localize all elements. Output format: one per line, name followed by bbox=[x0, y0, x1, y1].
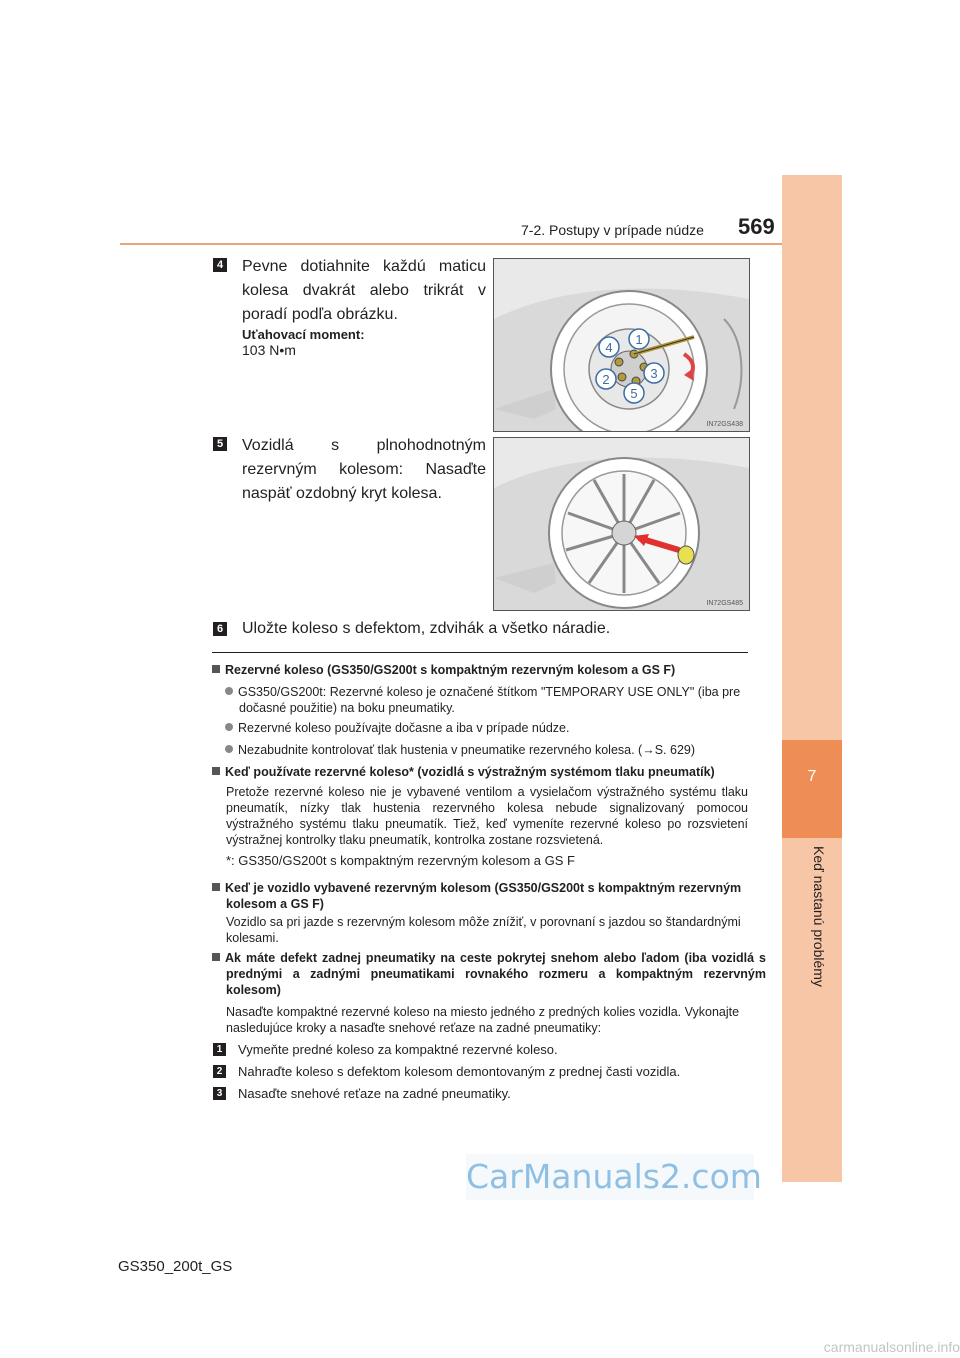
substep-1-text: Vymeňte predné koleso za kompaktné rezervné koleso. bbox=[238, 1042, 558, 1057]
note-2-footnote: *: GS350/GS200t s kompaktným rezervným kolesom a GS F bbox=[226, 853, 575, 868]
square-bullet-icon bbox=[212, 767, 220, 775]
note-3-heading: Keď je vozidlo vybavené rezervným kolesom (GS350/GS200t s kompaktným rezervným kolesom a GS F) bbox=[212, 880, 766, 912]
step-4-badge: 4 bbox=[213, 258, 227, 272]
torque-label: Uťahovací moment: bbox=[242, 327, 365, 342]
nut-label-5: 5 bbox=[630, 386, 638, 401]
watermark-logo bbox=[466, 1154, 762, 1200]
note-4-heading: Ak máte defekt zadnej pneumatiky na ceste pokrytej snehom alebo ľadom (iba vozidlá s prednými a zadnými pneumatikami rovnakého rozmeru a kompaktným rezervným kolesom) bbox=[212, 950, 766, 998]
section-title: 7-2. Postupy v prípade núdze bbox=[521, 222, 704, 238]
chapter-title: Keď nastanú problémy bbox=[811, 846, 827, 987]
step-6-text: Uložte koleso s defektom, zdvihák a všetko náradie. bbox=[242, 620, 611, 637]
substep-2-badge: 2 bbox=[213, 1065, 226, 1078]
substep-3-badge: 3 bbox=[213, 1087, 226, 1100]
round-bullet-icon bbox=[225, 687, 233, 695]
substep-1-badge: 1 bbox=[213, 1043, 226, 1056]
note-2-body: Pretože rezervné koleso nie je vybavené ventilom a vysielačom výstražného systému tlaku pneumatík, nízky tlak hustenia rezervného kolesa nebude signalizovaný pomocou výstražného systému tlaku pneumatík. Tiež, keď vymeníte rezervné koleso po rozsvietení výstražnej kontrolky tlaku pneumatík, kontrolka zostane rozsvietená. bbox=[226, 785, 748, 847]
square-bullet-icon bbox=[212, 883, 220, 891]
wheel-nut-order-illustration bbox=[493, 258, 750, 432]
image-code: IN72GS438 bbox=[706, 421, 743, 428]
wheel-cover-diagram bbox=[494, 438, 749, 610]
page-number: 569 bbox=[738, 214, 775, 239]
substep-3-text: Nasaďte snehové reťaze na zadné pneumatiky. bbox=[238, 1086, 511, 1101]
round-bullet-icon bbox=[225, 745, 233, 753]
chapter-number-box bbox=[782, 740, 842, 838]
nut-label-2: 2 bbox=[602, 372, 610, 387]
wheel-cover-illustration bbox=[493, 437, 750, 611]
nut-label-1: 1 bbox=[635, 332, 643, 347]
note-2-heading: Keď používate rezervné koleso* (vozidlá s výstražným systémom tlaku pneumatík) bbox=[212, 764, 752, 780]
wheel-nut-diagram bbox=[494, 259, 749, 431]
chapter-side-tab bbox=[782, 175, 842, 1182]
step-6-badge: 6 bbox=[213, 622, 227, 636]
note-1-bullet-2: Rezervné koleso používajte dočasne a iba v prípade núdze. bbox=[225, 720, 753, 736]
step-4-text: Pevne dotiahnite každú maticu kolesa dvakrát alebo trikrát v poradí podľa obrázku. bbox=[242, 258, 486, 323]
round-bullet-icon bbox=[225, 723, 233, 731]
section-divider bbox=[212, 652, 748, 653]
square-bullet-icon bbox=[212, 953, 220, 961]
header-rule bbox=[120, 243, 784, 245]
note-4-body: Nasaďte kompaktné rezervné koleso na miesto jedného z predných kolies vozidla. Vykonajte nasledujúce kroky a nasaďte snehové reťaze na zadné pneumatiky: bbox=[226, 1005, 740, 1035]
note-1-bullet-3: Nezabudnite kontrolovať tlak hustenia v pneumatike rezervného kolesa. (→S. 629) bbox=[225, 742, 753, 758]
image-code: IN72GS485 bbox=[706, 600, 743, 607]
step-5-badge: 5 bbox=[213, 437, 227, 451]
step-5-text: Vozidlá s plnohodnotným rezervným kolesom: Nasaďte naspäť ozdobný kryt kolesa. bbox=[242, 437, 486, 502]
nut-label-3: 3 bbox=[650, 366, 658, 381]
footer-model: GS350_200t_GS bbox=[118, 1258, 233, 1275]
square-bullet-icon bbox=[212, 665, 220, 673]
watermark-text: CarManuals2.com bbox=[466, 1157, 762, 1196]
torque-value: 103 N•m bbox=[242, 342, 296, 358]
substep-2-text: Nahraďte koleso s defektom kolesom demontovaným z prednej časti vozidla. bbox=[238, 1064, 681, 1079]
note-1-bullet-1: GS350/GS200t: Rezervné koleso je označené štítkom "TEMPORARY USE ONLY" (iba pre dočasné použitie) na boku pneumatiky. bbox=[225, 684, 767, 716]
note-1-heading: Rezervné koleso (GS350/GS200t s kompaktným rezervným kolesom a GS F) bbox=[212, 662, 752, 678]
nut-label-4: 4 bbox=[605, 340, 613, 355]
chapter-number: 7 bbox=[807, 768, 817, 785]
note-3-body: Vozidlo sa pri jazde s rezervným kolesom môže znížiť, v porovnaní s jazdou so štandardnými kolesami. bbox=[226, 915, 741, 945]
bottom-watermark: carmanualsonline.info bbox=[823, 1339, 960, 1355]
